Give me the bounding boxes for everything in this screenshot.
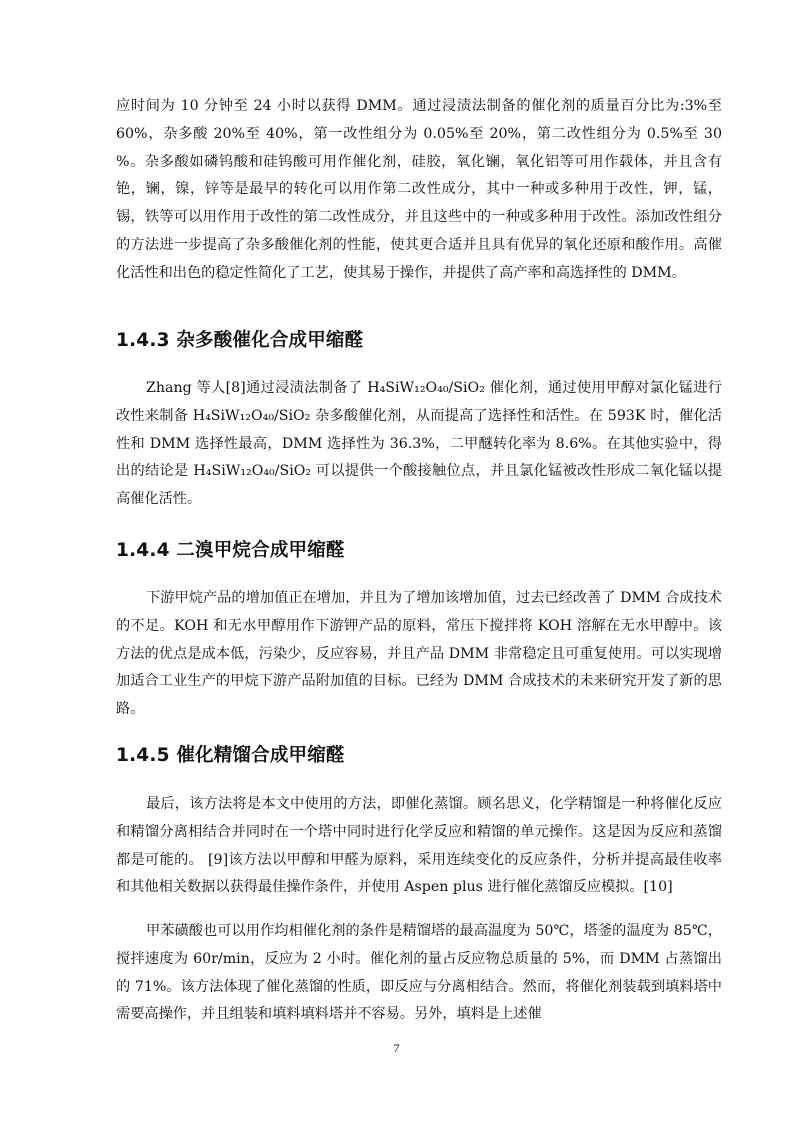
paragraph-dibromomethane: 下游甲烷产品的增加值正在增加，并且为了增加该增加值，过去已经改善了 DMM 合成技术的不足。KOH 和无水甲醇用作下游钾产品的原料，常压下搅拌将 KOH 溶解在无水甲醇中。该方法的优点是成本低，污染少，反应容易，并且产品 DMM 非常稳定且可重复使用。可以实现增加适合工业生产的甲烷下游产品附加值的目标。已经为 DMM 合成技术的未来研究开发了新的思路。 xyxy=(116,590,722,718)
section-heading-1-4-4: 1.4.4 二溴甲烷合成甲缩醛 xyxy=(116,540,345,561)
paragraph-toluenesulfonic-acid: 甲苯磺酸也可以用作均相催化剂的条件是精馏塔的最高温度为 50℃，塔釜的温度为 85℃，搅拌速度为 60r/min，反应为 2 小时。催化剂的量占反应物总质量的 5%，而 DMM 占蒸馏出的 71%。该方法体现了催化蒸馏的性质，即反应与分离相结合。然而，将催化剂装载到填料塔中需要高操作，并且组装和填料填料塔并不容易。另外，填料是上述催 xyxy=(116,923,722,1023)
section-heading-1-4-5: 1.4.5 催化精馏合成甲缩醛 xyxy=(116,745,345,766)
paragraph-catalyst-composition: 应时间为 10 分钟至 24 小时以获得 DMM。通过浸渍法制备的催化剂的质量百分比为:3%至 60%，杂多酸 20%至 40%，第一改性组分为 0.05%至 20%，第二改性组分为 0.5%至 30 %。杂多酸如磷钨酸和硅钨酸可用作催化剂，硅胶，氧化镧，氧化铝等可用作载体，并且含有铯，镧，镍，锌等是最早的转化可以用作第二改性成分，其中一种或多种用于改性，钾，锰，锡，铁等可以用作用于改性的第二改性成分，并且这些中的一种或多种用于改性。添加改性组分的方法进一步提高了杂多酸催化剂的性能，使其更合适并且具有优异的氧化还原和酸作用。高催化活性和出色的稳定性简化了工艺，使其易于操作，并提供了高产率和高选择性的 DMM。 xyxy=(116,98,722,281)
paragraph-catalytic-distillation: 最后，该方法将是本文中使用的方法，即催化蒸馏。顾名思义，化学精馏是一种将催化反应和精馏分离相结合并同时在一个塔中同时进行化学反应和精馏的单元操作。这是因为反应和蒸馏都是可能的。 [9]该方法以甲醇和甲醛为原料，采用连续变化的反应条件，分析并提高最佳收率和其他相关数据以获得最佳操作条件，并使用 Aspen plus 进行催化蒸馏反应模拟。[10] xyxy=(116,796,722,896)
section-heading-1-4-3: 1.4.3 杂多酸催化合成甲缩醛 xyxy=(116,330,364,351)
page-number: 7 xyxy=(393,1041,400,1055)
paragraph-zhang-study: Zhang 等人[8]通过浸渍法制备了 H₄SiW₁₂O₄₀/SiO₂ 催化剂，通过使用甲醇对氯化锰进行改性来制备 H₄SiW₁₂O₄₀/SiO₂ 杂多酸催化剂，从而提高了选择性和活性。在 593K 时，催化活性和 DMM 选择性最高，DMM 选择性为 36.3%，二甲醚转化率为 8.6%。在其他实验中，得出的结论是 H₄SiW₁₂O₄₀/SiO₂ 可以提供一个酸接触位点，并且氯化锰被改性形成二氧化锰以提高催化活性。 xyxy=(116,380,722,508)
